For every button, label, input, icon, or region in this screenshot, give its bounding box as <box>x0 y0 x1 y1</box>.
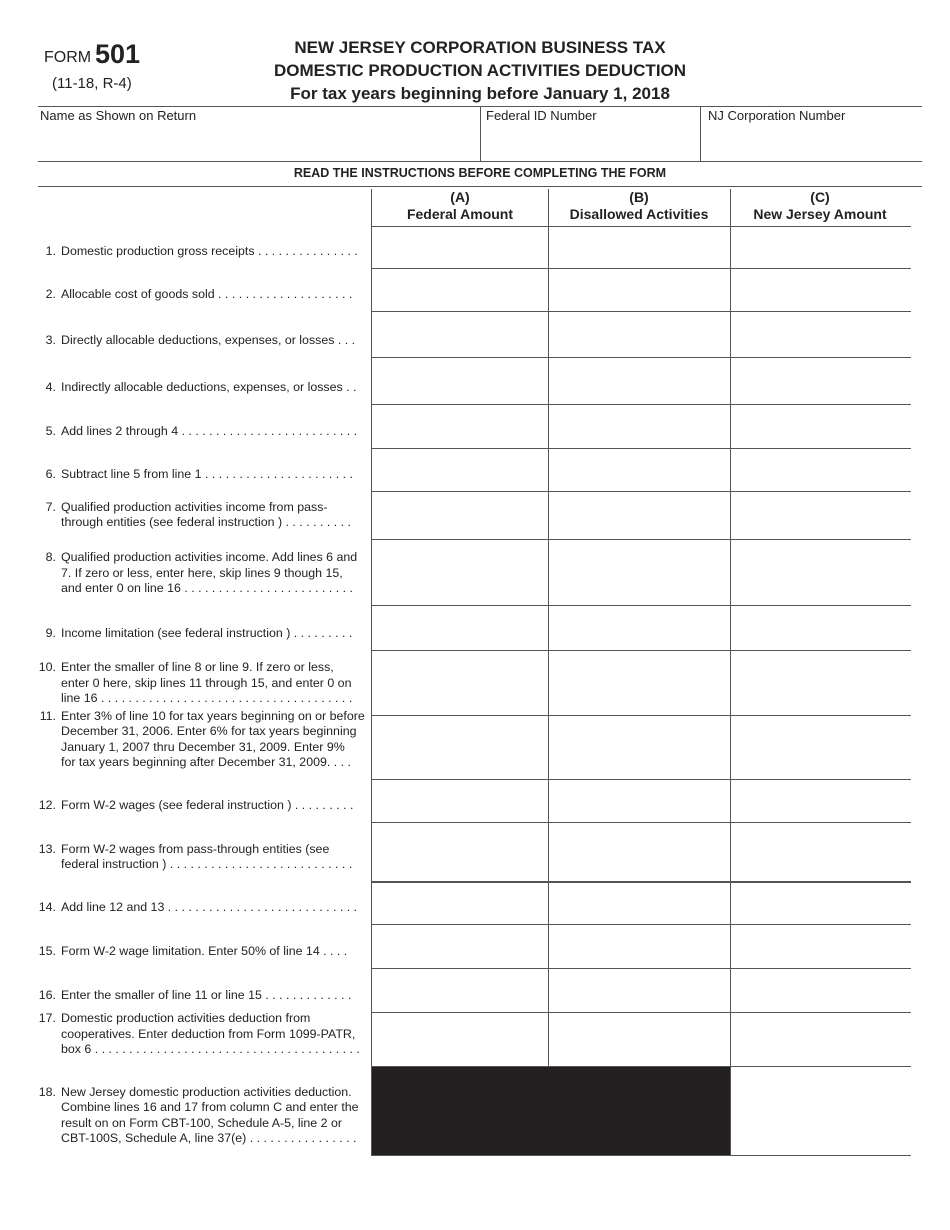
column-a-amount-field[interactable] <box>372 405 548 448</box>
line-description <box>61 467 372 483</box>
divider <box>38 186 922 187</box>
line-description <box>61 424 372 440</box>
column-c-amount-field[interactable] <box>731 449 911 491</box>
line-description-text: Add lines 2 through 4 . . . . . . . . . . . . . . . . . . . . . . . . . . <box>61 424 358 439</box>
column-c-amount-field[interactable] <box>731 606 911 650</box>
column-a-amount-field[interactable] <box>372 492 548 539</box>
line-description-text: Domestic production gross receipts . . . . . . . . . . . . . . . <box>61 244 358 259</box>
line-item <box>38 900 372 916</box>
column-b-amount-field[interactable] <box>549 1013 730 1066</box>
line-description-text: New Jersey domestic production activities deduction. <box>61 1084 352 1099</box>
column-b-amount-field[interactable] <box>549 969 730 1012</box>
divider <box>480 106 481 162</box>
column-b-amount-field[interactable] <box>549 312 730 357</box>
column-b-amount-field[interactable] <box>549 227 730 268</box>
line-description <box>61 500 372 531</box>
line-description-text: Form W-2 wages from pass-through entities (see <box>61 841 330 856</box>
column-c-amount-field[interactable] <box>731 312 911 357</box>
line-number: 2. <box>45 287 56 302</box>
column-c-amount-field[interactable] <box>731 716 911 779</box>
column-c-amount-field[interactable] <box>731 925 911 968</box>
line-description <box>61 798 372 814</box>
line-description-text: box 6 . . . . . . . . . . . . . . . . . . . . . . . . . . . . . . . . . . . . . . . <box>61 1042 360 1057</box>
row-divider <box>371 1155 911 1156</box>
line-description <box>61 626 372 642</box>
column-c-amount-field[interactable] <box>731 358 911 404</box>
line-item <box>38 988 372 1004</box>
line-description-text: Qualified production activities income from pass- <box>61 499 328 514</box>
line-description-text: through entities (see federal instruction ) . . . . . . . . . . <box>61 515 351 530</box>
name-field[interactable] <box>40 124 476 158</box>
line-number: 11. <box>39 708 56 723</box>
line-description-text: January 1, 2007 thru December 31, 2009. Enter 9% <box>61 739 345 754</box>
line-number: 10. <box>38 660 56 675</box>
column-c-amount-field[interactable] <box>731 780 911 822</box>
column-a-amount-field[interactable] <box>372 449 548 491</box>
line-item <box>38 424 372 440</box>
line-description-text: December 31, 2006. Enter 6% for tax years beginning <box>61 724 357 739</box>
column-letter: (C) <box>810 189 830 205</box>
line-description-text: Qualified production activities income. Add lines 6 and <box>61 550 358 565</box>
line-description <box>61 944 372 960</box>
form-label: FORM <box>44 49 92 66</box>
line-description <box>61 660 372 707</box>
line-item <box>38 1085 372 1147</box>
line-item <box>38 287 372 303</box>
instructions-banner: READ THE INSTRUCTIONS BEFORE COMPLETING THE FORM <box>293 166 667 180</box>
column-b-amount-field[interactable] <box>549 492 730 539</box>
federal-id-field[interactable] <box>484 124 696 158</box>
line-description-text: Income limitation (see federal instruction ) . . . . . . . . . <box>61 626 353 641</box>
line-number: 1. <box>45 244 56 259</box>
line-description <box>61 842 372 873</box>
line-description-text: Domestic production activities deduction from <box>61 1011 311 1026</box>
form-number: 501 <box>95 39 141 69</box>
column-a-amount-field[interactable] <box>372 1013 548 1066</box>
line-item <box>38 550 372 597</box>
column-c-amount-field[interactable] <box>731 1013 911 1066</box>
column-b-amount-field[interactable] <box>549 823 730 881</box>
line-description-text: Add line 12 and 13 . . . . . . . . . . . . . . . . . . . . . . . . . . . . <box>61 900 358 915</box>
column-a-amount-field[interactable] <box>372 606 548 650</box>
line-description <box>61 287 372 303</box>
line-description-text: Indirectly allocable deductions, expenses, or losses . . <box>61 380 357 395</box>
line-item <box>38 244 372 260</box>
column-b-amount-field[interactable] <box>549 925 730 968</box>
column-c-amount-field[interactable] <box>731 969 911 1012</box>
column-b-amount-field[interactable] <box>549 780 730 822</box>
line-number: 5. <box>45 424 56 439</box>
form-revision: (11-18, R-4) <box>52 75 132 92</box>
column-b-amount-field[interactable] <box>549 540 730 605</box>
divider <box>38 161 922 162</box>
column-label: Federal Amount <box>406 206 514 222</box>
federal-id-label: Federal ID Number <box>486 108 597 123</box>
column-b-amount-field[interactable] <box>549 651 730 715</box>
column-b-amount-field[interactable] <box>549 449 730 491</box>
column-a-header <box>372 189 548 223</box>
column-b-amount-field[interactable] <box>549 358 730 404</box>
column-a-amount-field[interactable] <box>372 269 548 311</box>
column-c-amount-field[interactable] <box>731 269 911 311</box>
column-a-amount-field[interactable] <box>372 925 548 968</box>
column-c-amount-field[interactable] <box>731 540 911 605</box>
line-number: 16. <box>38 988 56 1003</box>
line-number: 14. <box>38 900 56 915</box>
line-number: 9. <box>45 626 56 641</box>
line-item <box>38 944 372 960</box>
line-number: 4. <box>45 380 56 395</box>
line-description-text: Combine lines 16 and 17 from column C and enter the <box>61 1100 359 1115</box>
column-b-amount-field[interactable] <box>549 606 730 650</box>
column-label: Disallowed Activities <box>569 206 709 222</box>
column-b-amount-field[interactable] <box>549 405 730 448</box>
column-a-amount-field[interactable] <box>372 969 548 1012</box>
line-description-text: Enter the smaller of line 11 or line 15 . . . . . . . . . . . . . <box>61 988 352 1003</box>
line-description <box>61 333 372 349</box>
column-c-amount-field[interactable] <box>731 1067 911 1155</box>
column-a-amount-field[interactable] <box>372 227 548 268</box>
line-number: 8. <box>45 550 56 565</box>
line-number: 15. <box>38 944 56 959</box>
column-c-amount-field[interactable] <box>731 651 911 715</box>
line-description-text: for tax years beginning after December 31, 2009. . . . <box>61 755 351 770</box>
line-item <box>38 500 372 531</box>
column-a-amount-field[interactable] <box>372 540 548 605</box>
line-description-text: and enter 0 on line 16 . . . . . . . . . . . . . . . . . . . . . . . . . <box>61 581 353 596</box>
column-b-amount-field[interactable] <box>549 882 730 924</box>
line-item <box>38 660 372 707</box>
line-description <box>61 709 372 771</box>
line-number: 6. <box>45 467 56 482</box>
line-item <box>38 798 372 814</box>
column-c-amount-field[interactable] <box>731 882 911 924</box>
column-letter: (B) <box>629 189 649 205</box>
line-description-text: Enter 3% of line 10 for tax years beginning on or before <box>61 708 365 723</box>
line-description-text: Allocable cost of goods sold . . . . . . . . . . . . . . . . . . . . <box>61 287 353 302</box>
line-description <box>61 244 372 260</box>
column-b-header <box>548 189 730 223</box>
column-a-amount-field[interactable] <box>372 716 548 779</box>
line-item <box>38 709 372 771</box>
column-letter: (A) <box>450 189 470 205</box>
line-description-text: Form W-2 wages (see federal instruction ) . . . . . . . . . <box>61 798 354 813</box>
line-description-text: cooperatives. Enter deduction from Form 1099-PATR, <box>61 1026 356 1041</box>
line-description-text: enter 0 here, skip lines 11 through 15, and enter 0 on <box>61 675 352 690</box>
line-item <box>38 1011 372 1058</box>
column-c-amount-field[interactable] <box>731 492 911 539</box>
line-item <box>38 380 372 396</box>
line-description-text: Enter the smaller of line 8 or line 9. If zero or less, <box>61 660 334 675</box>
line-description-text: result on on Form CBT-100, Schedule A-5, line 2 or <box>61 1115 342 1130</box>
title-line-3: For tax years beginning before January 1, 2018 <box>290 84 670 103</box>
column-a-amount-field[interactable] <box>372 651 548 715</box>
line-description <box>61 900 372 916</box>
column-c-amount-field[interactable] <box>731 227 911 268</box>
line-description <box>61 380 372 396</box>
line-description <box>61 550 372 597</box>
line-item <box>38 333 372 349</box>
line-item <box>38 467 372 483</box>
column-c-amount-field[interactable] <box>731 823 911 881</box>
nj-corp-number-label: NJ Corporation Number <box>708 108 846 123</box>
line-description <box>61 1085 372 1147</box>
column-c-header <box>730 189 910 223</box>
column-a-amount-field[interactable] <box>372 823 548 881</box>
column-label: New Jersey Amount <box>753 206 887 222</box>
column-a-amount-field[interactable] <box>372 312 548 357</box>
line-item <box>38 626 372 642</box>
line-number: 12. <box>38 798 56 813</box>
line-description-text: CBT-100S, Schedule A, line 37(e) . . . . . . . . . . . . . . . . <box>61 1131 357 1146</box>
line-number: 18. <box>38 1084 56 1099</box>
nj-corp-number-field[interactable] <box>704 124 918 158</box>
column-b-amount-field[interactable] <box>549 716 730 779</box>
line-number: 7. <box>45 499 56 514</box>
column-a-amount-field[interactable] <box>372 358 548 404</box>
line-description-text: federal instruction ) . . . . . . . . . . . . . . . . . . . . . . . . . . . <box>61 857 353 872</box>
line-item <box>38 842 372 873</box>
name-label: Name as Shown on Return <box>40 108 197 123</box>
column-a-amount-field[interactable] <box>372 780 548 822</box>
line-description-text: line 16 . . . . . . . . . . . . . . . . . . . . . . . . . . . . . . . . . . . . . <box>61 691 353 706</box>
line-number: 13. <box>38 841 56 856</box>
line-number: 17. <box>38 1011 56 1026</box>
line-number: 3. <box>45 333 56 348</box>
shaded-not-applicable-area <box>372 1067 730 1155</box>
line-description <box>61 1011 372 1058</box>
divider <box>700 106 701 162</box>
line-description-text: Form W-2 wage limitation. Enter 50% of line 14 . . . . <box>61 944 348 959</box>
title-line-2: DOMESTIC PRODUCTION ACTIVITIES DEDUCTION <box>273 61 687 80</box>
line-description-text: Directly allocable deductions, expenses, or losses . . . <box>61 333 356 348</box>
title-line-1: NEW JERSEY CORPORATION BUSINESS TAX <box>294 38 666 57</box>
line-description-text: Subtract line 5 from line 1 . . . . . . . . . . . . . . . . . . . . . . <box>61 467 353 482</box>
line-description-text: 7. If zero or less, enter here, skip lines 9 though 15, <box>61 565 343 580</box>
column-a-amount-field[interactable] <box>372 882 548 924</box>
column-b-amount-field[interactable] <box>549 269 730 311</box>
column-c-amount-field[interactable] <box>731 405 911 448</box>
line-description <box>61 988 372 1004</box>
